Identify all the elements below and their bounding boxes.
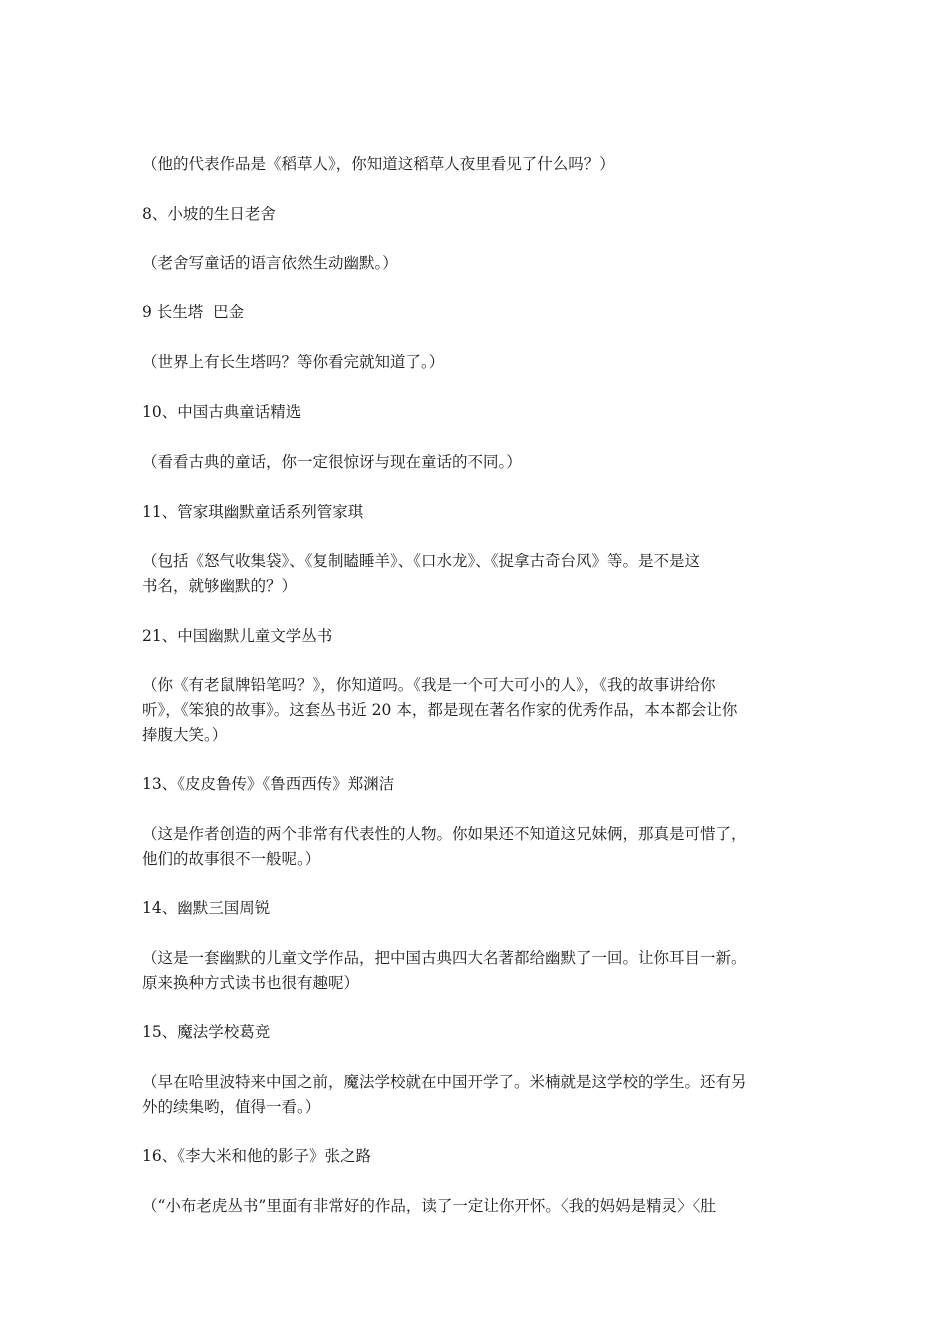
paragraph-line: （这是作者创造的两个非常有代表性的人物。你如果还不知道这兄妹俩，那真是可惜了， [142, 825, 747, 843]
heading-line: 9 长生塔 巴金 [142, 303, 245, 321]
paragraph-line: （“小布老虎丛书”里面有非常好的作品，读了一定让你开怀。〈我的妈妈是精灵〉〈肚 [142, 1197, 716, 1215]
heading-line: 16、《李大米和他的影子》张之路 [142, 1147, 371, 1165]
heading-line: 11、管家琪幽默童话系列管家琪 [142, 503, 364, 521]
heading-line: 10、中国古典童话精选 [142, 403, 302, 421]
paragraph-line: （他的代表作品是《稻草人》，你知道这稻草人夜里看见了什么吗？） [142, 155, 615, 173]
paragraph-line: （包括《怒气收集袋》、《复制瞌睡羊》、《口水龙》、《捉拿古奇台风》等。是不是这 [142, 552, 701, 570]
paragraph-line: 外的续集哟，值得一看。） [142, 1098, 321, 1116]
paragraph-line: 书名，就够幽默的？） [142, 577, 298, 595]
paragraph-line: 捧腹大笑。） [142, 726, 228, 744]
heading-line: 14、幽默三国周锐 [142, 899, 271, 917]
paragraph-line: 他们的故事很不一般呢。） [142, 850, 321, 868]
paragraph-line: （老舍写童话的语言依然生动幽默。） [142, 254, 398, 272]
paragraph-line: 听》，《笨狼的故事》。这套丛书近 20 本，都是现在著名作家的优秀作品，本本都会让你 [142, 701, 738, 719]
heading-line: 15、魔法学校葛竞 [142, 1023, 271, 1041]
heading-line: 21、中国幽默儿童文学丛书 [142, 627, 333, 645]
paragraph-line: （早在哈里波特来中国之前，魔法学校就在中国开学了。米楠就是这学校的学生。还有另 [142, 1073, 747, 1091]
paragraph-line: （看看古典的童话，你一定很惊讶与现在童话的不同。） [142, 453, 522, 471]
heading-line: 8、小坡的生日老舍 [142, 205, 276, 223]
paragraph-line: 原来换种方式读书也很有趣呢） [142, 974, 360, 992]
heading-line: 13、《皮皮鲁传》《鲁西西传》郑渊洁 [142, 775, 395, 793]
paragraph-line: （你《有老鼠牌铅笔吗？》，你知道吗。《我是一个可大可小的人》，《我的故事讲给你 [142, 676, 716, 694]
paragraph-line: （世界上有长生塔吗？等你看完就知道了。） [142, 353, 445, 371]
paragraph-line: （这是一套幽默的儿童文学作品，把中国古典四大名著都给幽默了一回。让你耳目一新。 [142, 949, 747, 967]
